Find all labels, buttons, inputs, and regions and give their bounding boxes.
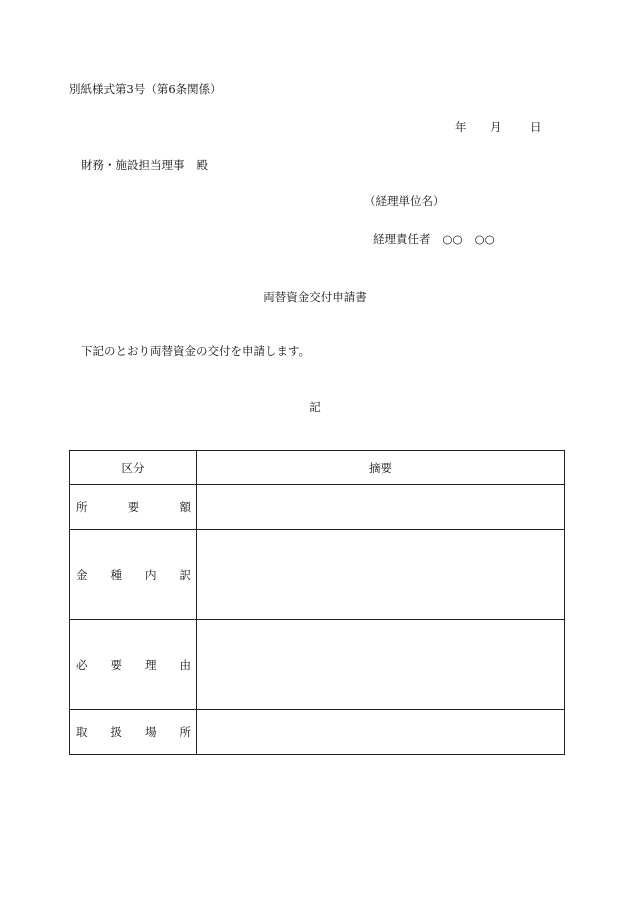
manager-name-part1: ○○ xyxy=(442,232,463,246)
intro-text: 下記のとおり両替資金の交付を申請します。 xyxy=(81,344,311,358)
table-row xyxy=(70,530,565,620)
addressee xyxy=(81,157,208,173)
label-char: 場 xyxy=(145,725,157,739)
label-char: 必 xyxy=(76,657,88,672)
row-label-cell xyxy=(70,620,197,710)
label-char: 種 xyxy=(110,567,122,582)
date-line xyxy=(455,119,542,135)
table-row xyxy=(70,710,565,755)
label-char: 要 xyxy=(110,657,122,672)
addressee-title: 財務・施設担当理事 xyxy=(81,158,185,172)
label-char: 理 xyxy=(145,657,157,672)
table-row xyxy=(70,620,565,710)
row-label-cell xyxy=(70,710,197,755)
header-category: 区分 xyxy=(70,451,197,485)
addressee-honorific: 殿 xyxy=(196,158,208,172)
header-summary: 摘要 xyxy=(197,451,565,485)
unit-name: （経理単位名） xyxy=(364,194,445,208)
table-header-row xyxy=(70,451,565,485)
handling-location-value[interactable] xyxy=(197,710,565,755)
denomination-breakdown-value[interactable] xyxy=(197,530,565,620)
row-label-cell xyxy=(70,530,197,620)
required-reason-value[interactable] xyxy=(197,620,565,710)
date-month-label: 月 xyxy=(490,120,502,134)
manager-line xyxy=(373,231,495,247)
label-char: 訳 xyxy=(179,567,191,582)
date-day-label: 日 xyxy=(530,120,542,134)
label-char: 要 xyxy=(127,500,140,514)
document-title: 両替資金交付申請書 xyxy=(263,290,367,304)
label-char: 内 xyxy=(145,567,157,582)
label-char: 所 xyxy=(179,725,191,739)
required-amount-value[interactable] xyxy=(197,485,565,530)
table-row xyxy=(70,485,565,530)
date-year-label: 年 xyxy=(455,120,467,134)
label-char: 扱 xyxy=(110,725,122,739)
label-char: 額 xyxy=(179,500,191,514)
label-char: 所 xyxy=(76,500,88,514)
form-label: 別紙様式第3号（第6条関係） xyxy=(69,82,222,96)
manager-label: 経理責任者 xyxy=(373,232,431,246)
manager-name-part2: ○○ xyxy=(474,232,495,246)
label-char: 金 xyxy=(76,567,88,582)
detail-table xyxy=(69,450,565,755)
ki-heading: 記 xyxy=(309,400,321,414)
row-label-cell xyxy=(70,485,197,530)
label-char: 由 xyxy=(179,657,191,672)
label-char: 取 xyxy=(76,725,88,739)
